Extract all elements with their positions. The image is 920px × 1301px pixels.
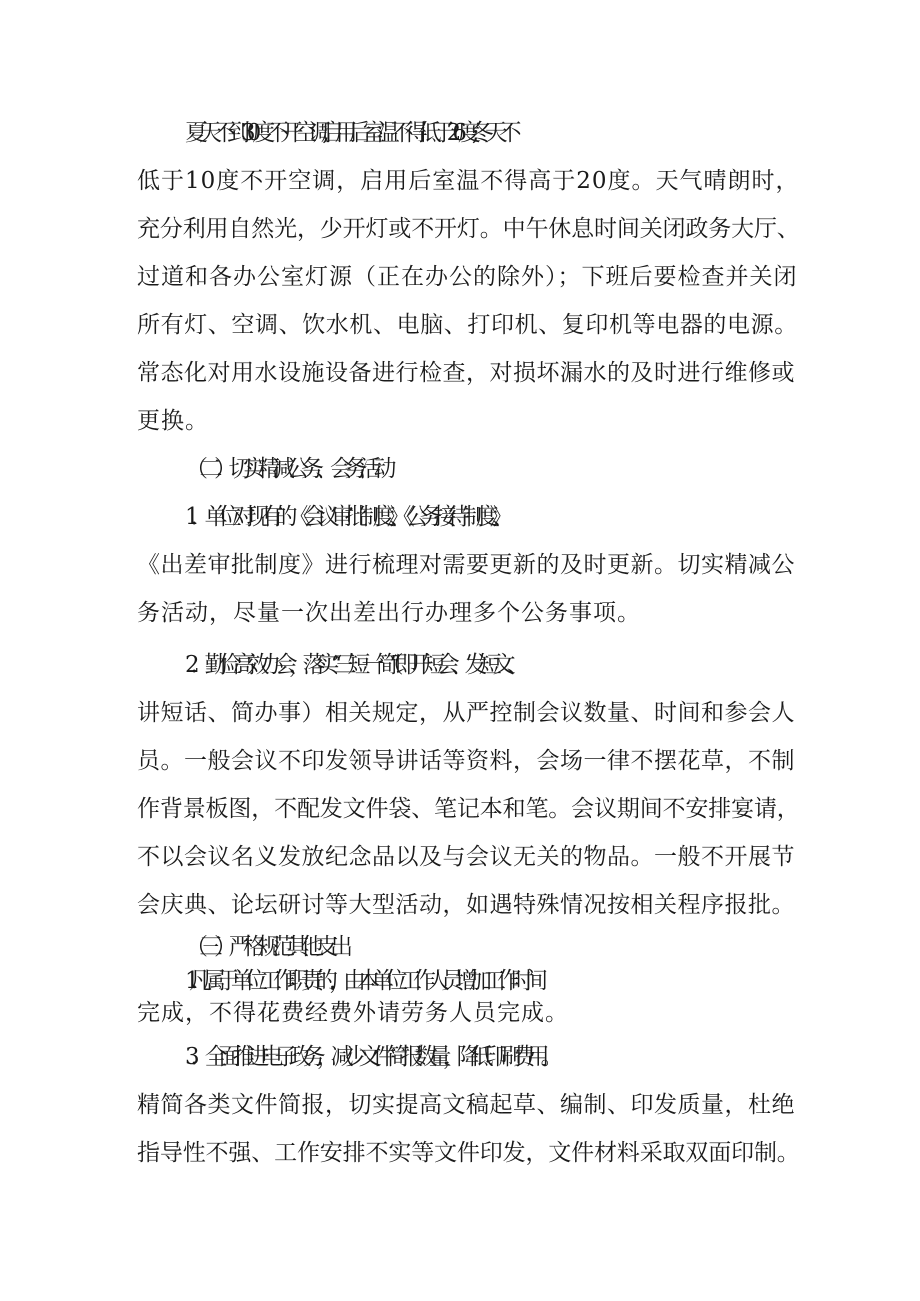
section-heading: （三）严格规范其他支出 xyxy=(185,934,345,960)
paragraph-line: 过道和各办公室灯源（正在办公的除外）；下班后要检查并关闭 xyxy=(137,264,798,290)
paragraph-line: 夏天不到30度不开空调,启用后室温不得低于26度;冬天不 xyxy=(185,120,513,146)
paragraph-line: 讲短话、简办事）相关规定，从严控制会议数量、时间和参会人 xyxy=(137,700,795,726)
paragraph-line: 《出差审批制度》进行梳理对需要更新的及时更新。切实精减公 xyxy=(137,552,795,578)
paragraph-line: 会庆典、论坛研讨等大型活动，如遇特殊情况按相关程序报批。 xyxy=(137,892,795,918)
paragraph-line: 务活动，尽量一次出差出行办理多个公务事项。 xyxy=(137,600,641,626)
paragraph-line: 1.凡属于单位工作职责的，由本单位工作人员增加工作时间 xyxy=(185,968,539,994)
paragraph-line: 完成，不得花费经费外请劳务人员完成。 xyxy=(137,1000,569,1026)
paragraph-line: 更换。 xyxy=(137,408,209,434)
paragraph-line: 充分利用自然光，少开灯或不开灯。中午休息时间关闭政务大厅、 xyxy=(137,216,800,242)
paragraph-line: 所有灯、空调、饮水机、电脑、打印机、复印机等电器的电源。 xyxy=(137,312,798,338)
paragraph-line: 作背景板图，不配发文件袋、笔记本和笔。会议期间不安排宴请， xyxy=(137,796,800,822)
paragraph-line: 低于10度不开空调，启用后室温不得高于20度。天气晴朗时， xyxy=(137,168,800,194)
paragraph-line: 精简各类文件简报，切实提高文稿起草、编制、印发质量，杜绝 xyxy=(137,1092,795,1118)
paragraph-line: 3．全面推进电子政务，减少文件简报数量，降低印刷费用。 xyxy=(185,1044,555,1070)
paragraph-line: 不以会议名义发放纪念品以及与会议无关的物品。一般不开展节 xyxy=(137,844,795,870)
section-heading: （二）切实精减公务、会务活动 xyxy=(185,456,388,482)
paragraph-line: 员。一般会议不印发领导讲话等资料，会场一律不摆花草，不制 xyxy=(137,748,795,774)
paragraph-line: 2．勤俭高效办会，落实“三短一简”（即开短会、发短文、 xyxy=(185,652,521,678)
paragraph-line: 常态化对用水设施设备进行检查，对损坏漏水的及时进行维修或 xyxy=(137,360,795,386)
paragraph-line: 指导性不强、工作安排不实等文件印发，文件材料采取双面印制。 xyxy=(137,1140,800,1166)
paragraph-line: 1．单位对现有的《会议审批制度》、《公务接待制度》、 xyxy=(185,504,507,530)
